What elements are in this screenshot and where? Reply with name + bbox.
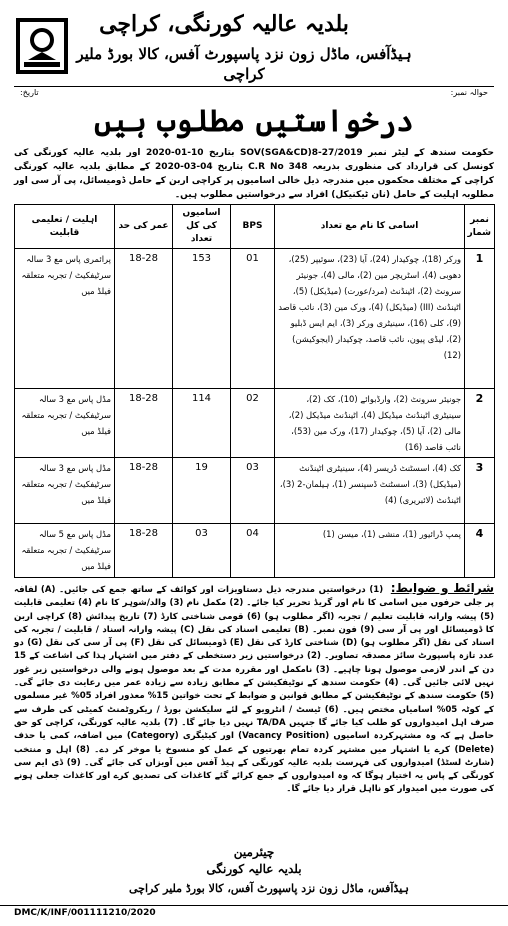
reference-line (20, 86, 488, 100)
row-posts: کک (4)، اسسٹنٹ ڈریسر (4)، سینیٹری اٹینڈنٹ (میڈیکل) (3)، اسسٹنٹ ڈسپنسر (1)، ہیلمان-2 (3)، اٹینڈنٹ (لائبریری) (4) (275, 458, 465, 524)
row-posts: پمپ ڈرائیور (1)، منشی (1)، میسن (1) (275, 524, 465, 578)
footer (0, 905, 508, 918)
row-total: 153 (173, 249, 231, 389)
signatory-title: چیئرمین (233, 845, 275, 859)
org-address: ہیڈآفس، ماڈل زون نزد پاسپورٹ آفس، کالا بورڈ ملیر کراچی (76, 45, 412, 83)
terms-and-conditions (14, 582, 494, 797)
row-total: 19 (173, 458, 231, 524)
header-qualification: اہلیت / تعلیمی قابلیت (15, 205, 115, 249)
row-total: 114 (173, 389, 231, 458)
row-bps: 04 (231, 524, 275, 578)
advertisement-code: DMC/K/INF/001111210/2020 (14, 908, 156, 918)
row-age: 18-28 (115, 249, 173, 389)
table-header-row (15, 205, 495, 249)
row-total: 03 (173, 524, 231, 578)
row-qualification: پرائمری پاس مع 3 سالہ سرٹیفکیٹ / تجربہ متعلقہ فیلڈ میں (15, 249, 115, 389)
table-row (15, 389, 495, 458)
table-row (15, 458, 495, 524)
header-bps: BPS (231, 205, 275, 249)
org-title: بلدیہ عالیہ کورنگی، کراچی (99, 11, 349, 37)
table-row (15, 249, 495, 389)
row-age: 18-28 (115, 524, 173, 578)
row-serial: 1 (465, 249, 495, 389)
header-age-limit: عمر کی حد (115, 205, 173, 249)
vacancies-table (14, 204, 495, 578)
row-posts: ورکر (18)، چوکیدار (24)، آیا (23)، سوئیپر (25)، دھوبی (4)، اسٹریچر مین (2)، مالی (4)، جونیئر سرونٹ (2)، اٹینڈنٹ (مرد/عورت) (میڈیکل) (5)، اٹینڈنٹ (III) (میڈیکل) (4)، ورک مین (3)، نائب قاصد (9)، کلی (16)، سینیٹری ورکر (3)، ایم ایس ڈبلیو (2)، لیڈی پیون، نائب قاصد، چوکیدار (ایجوکیشن) (12) (275, 249, 465, 389)
intro-paragraph: حکومت سندھ کے لیٹر نمبر SOV(SGA&CD)8-27/2019 بتاریخ 10-01-2020 اور بلدیہ عالیہ کورنگی کی کونسل کی قرارداد کی منظوری بذریعہ C.R No 348 بتاریخ 04-03-2020 کے مطابق بلدیہ عالیہ کورنگی کراچی کے مختلف محکموں میں مندرجہ ذیل خالی اسامیوں پر کراچی اربن کے حامل ڈومیسائل، پی آر سی اور مطلوبہ اہلیت کے حامل (نان ٹیکنیکل) افراد سے درخواستیں مطلوب ہیں۔ (14, 148, 495, 200)
header-total-posts: اسامیوں کی کل تعداد (173, 205, 231, 249)
row-age: 18-28 (115, 389, 173, 458)
row-serial: 4 (465, 524, 495, 578)
row-posts: جونیئر سرونٹ (2)، وارڈبوائے (10)، کک (2)، سینیٹری اٹینڈنٹ میڈیکل (4)، اٹینڈنٹ میڈیکل (2)، مالی (2)، آیا (5)، چوکیدار (17)، ورک مین (53)، نائب قاصد (16) (275, 389, 465, 458)
header-serial: نمبر شمار (465, 205, 495, 249)
headline-banner: درخواستیں مطلوب ہیں (94, 104, 414, 139)
row-serial: 2 (465, 389, 495, 458)
row-qualification: مڈل پاس مع 3 سالہ سرٹیفکیٹ / تجربہ متعلقہ فیلڈ میں (15, 389, 115, 458)
reference-number-label: حوالہ نمبر: (450, 88, 488, 97)
signatory-organization: بلدیہ عالیہ کورنگی (206, 862, 302, 876)
row-bps: 02 (231, 389, 275, 458)
row-bps: 03 (231, 458, 275, 524)
header-post-name: اسامی کا نام مع تعداد (275, 205, 465, 249)
terms-title: شرائط و ضوابط: (390, 581, 494, 595)
row-bps: 01 (231, 249, 275, 389)
row-qualification: مڈل پاس مع 5 سالہ سرٹیفکیٹ / تجربہ متعلقہ فیلڈ میں (15, 524, 115, 578)
row-age: 18-28 (115, 458, 173, 524)
table-row (15, 524, 495, 578)
terms-body: (1) درخواستیں مندرجہ ذیل دستاویزات اور کوائف کے ساتھ جمع کی جائیں۔ (A) لفافہ پر جلی حرفوں میں اسامی کا نام اور گریڈ تحریر کیا جائے۔ (2) مکمل نام (3) والد/شوہر کا نام (4) تعلیمی قابلیت (5) پیشہ وارانہ قابلیت تعلیم / تجربہ (اگر مطلوب ہو) (6) قومی شناختی کارڈ (7) تاریخ پیدائش (8) کراچی اربن کا ڈومیسائل اور پی آر سی (9) فون نمبر۔ (B) تعلیمی اسناد کی نقل (C) پیشہ وارانہ اسناد / قابلیت / تجربہ کی اسناد کی نقل (اگر مطلوب ہو) (D) شناختی کارڈ کی نقل (E) ڈومیسائل کی نقل (F) پی آر سی کی نقل (G) دو عدد تازہ پاسپورٹ سائز مصدقہ تصاویر۔ (2) درخواستیں زیر دستخطی کے دفتر میں اشتہار ہذا کی اشاعت کے 15 دن کے اندر لازمی موصول ہونا چاہیے۔ (3) نامکمل اور مقررہ مدت کے بعد موصول ہونے والی درخواستیں زیر غور نہیں لائی جائیں گی۔ (4) حکومت سندھ کے نوٹیفکیشن کے مطابق زیادہ سے زیادہ عمر میں رعایت دی جائے گی۔ (5) حکومت سندھ کے نوٹیفکیشن کے مطابق قوانین و ضوابط کے تحت خواتین 15% معذور افراد 05% غیر مسلموں کے کوٹہ 05% اسامیاں مختص ہیں۔ (6) ٹیسٹ / انٹرویو کے لئے سلیکشن بورڈ / ریکروٹمنٹ کمیٹی کی طرف سے صرف اہل امیدواروں کو طلب کیا جائے گا جنہیں TA/DA نہیں دیا جائے گا۔ (7) بلدیہ عالیہ کورنگی، کراچی کو حق حاصل ہے کہ وہ مشتہرکردہ اسامیوں (Vacancy Position) اور کیٹیگری (Category) میں اضافہ، کمی یا حذف (Delete) کرے یا اشتہار میں مشتہر کردہ تمام بھرتیوں کے عمل کو منسوخ یا موخر کر دے۔ (8) اہل و منتخب (شارٹ لسٹڈ) امیدواروں کی فہرست بلدیہ عالیہ کورنگی کے ہیڈ آفس میں آویزاں کی جائے گی۔ (9) ڈی ایم سی کورنگی کے پاس یہ اختیار ہوگا کہ وہ امیدواروں کے جمع کرائے گئے کاغذات کی تصدیق کرے اور کاغذات جعلی ہونے کی صورت میں امیدوار کو نااہل قرار دیا جائے گا۔ (14, 585, 495, 795)
row-serial: 3 (465, 458, 495, 524)
signatory-address: ہیڈآفس، ماڈل زون نزد پاسپورٹ آفس، کالا بورڈ ملیر کراچی (128, 882, 410, 895)
date-label: تاریخ: (20, 88, 39, 97)
emblem-logo (14, 16, 70, 76)
header (14, 8, 494, 87)
row-qualification: مڈل پاس مع 3 سالہ سرٹیفکیٹ / تجربہ متعلقہ فیلڈ میں (15, 458, 115, 524)
